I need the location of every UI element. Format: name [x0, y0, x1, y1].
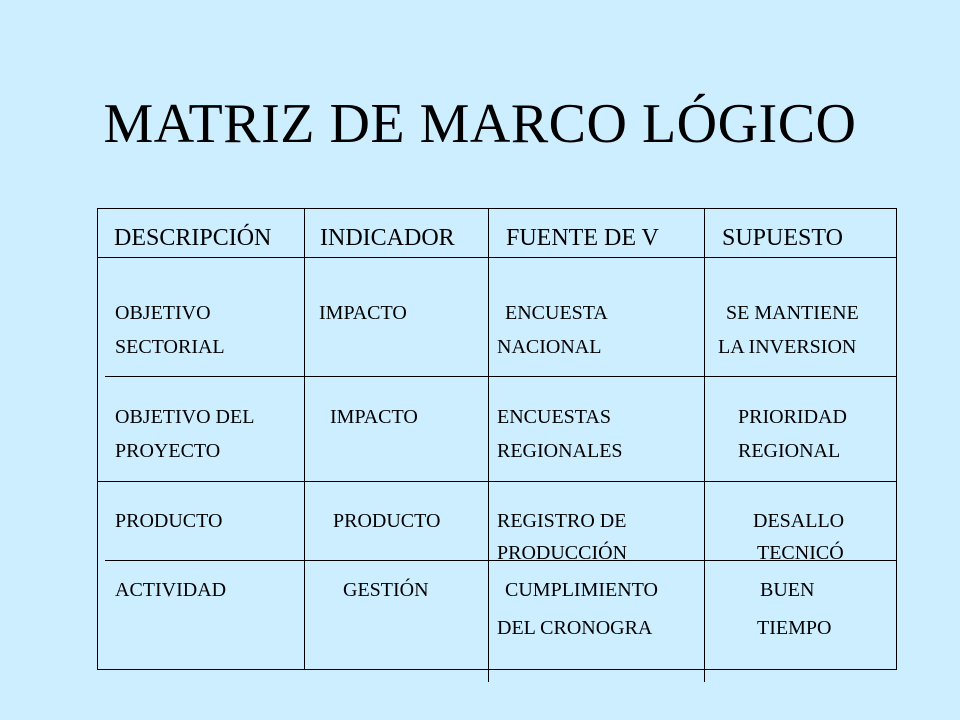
table-left-border	[97, 208, 98, 670]
row2-supuesto-line2: REGIONAL	[738, 440, 841, 462]
row1-fuente-line2: NACIONAL	[497, 336, 602, 358]
row3-descripcion: PRODUCTO	[115, 510, 223, 532]
column-divider-1	[304, 208, 305, 670]
header-separator	[97, 257, 897, 258]
row4-fuente-line1: CUMPLIMIENTO	[505, 579, 658, 601]
row2-indicador: IMPACTO	[330, 406, 418, 428]
header-supuesto: SUPUESTO	[722, 225, 843, 251]
row4-supuesto-line1: BUEN	[760, 579, 815, 601]
row4-indicador: GESTIÓN	[343, 579, 429, 601]
row3-fuente-line1: REGISTRO DE	[497, 510, 627, 532]
row1-supuesto-line2: LA INVERSION	[718, 336, 857, 358]
column-divider-2	[488, 208, 489, 682]
row1-descripcion-line2: SECTORIAL	[115, 336, 225, 358]
row2-supuesto-line1: PRIORIDAD	[738, 406, 847, 428]
row-separator-1	[105, 376, 897, 377]
row3-supuesto-line1: DESALLO	[753, 510, 845, 532]
row1-descripcion-line1: OBJETIVO	[115, 302, 211, 324]
row4-descripcion: ACTIVIDAD	[115, 579, 227, 601]
column-divider-3	[704, 208, 705, 682]
row1-fuente-line1: ENCUESTA	[505, 302, 608, 324]
row1-supuesto-line1: SE MANTIENE	[726, 302, 859, 324]
row3-supuesto-line2: TECNICÓ	[757, 542, 844, 564]
table-right-border	[896, 208, 897, 670]
row3-fuente-line2: PRODUCCIÓN	[497, 542, 628, 564]
row2-descripcion-line1: OBJETIVO DEL	[115, 406, 255, 428]
row4-fuente-line2: DEL CRONOGRA	[497, 617, 653, 639]
row2-fuente-line1: ENCUESTAS	[497, 406, 611, 428]
row1-indicador: IMPACTO	[319, 302, 407, 324]
header-descripcion: DESCRIPCIÓN	[114, 225, 272, 251]
table-bottom-border	[97, 669, 897, 670]
slide-title: MATRIZ DE MARCO LÓGICO	[103, 93, 857, 155]
row3-indicador: PRODUCTO	[333, 510, 441, 532]
row4-supuesto-line2: TIEMPO	[757, 617, 832, 639]
table-top-border	[97, 208, 897, 209]
row-separator-2	[97, 481, 897, 482]
row2-descripcion-line2: PROYECTO	[115, 440, 221, 462]
header-indicador: INDICADOR	[320, 225, 455, 251]
row2-fuente-line2: REGIONALES	[497, 440, 623, 462]
header-fuente: FUENTE DE V	[506, 225, 659, 251]
